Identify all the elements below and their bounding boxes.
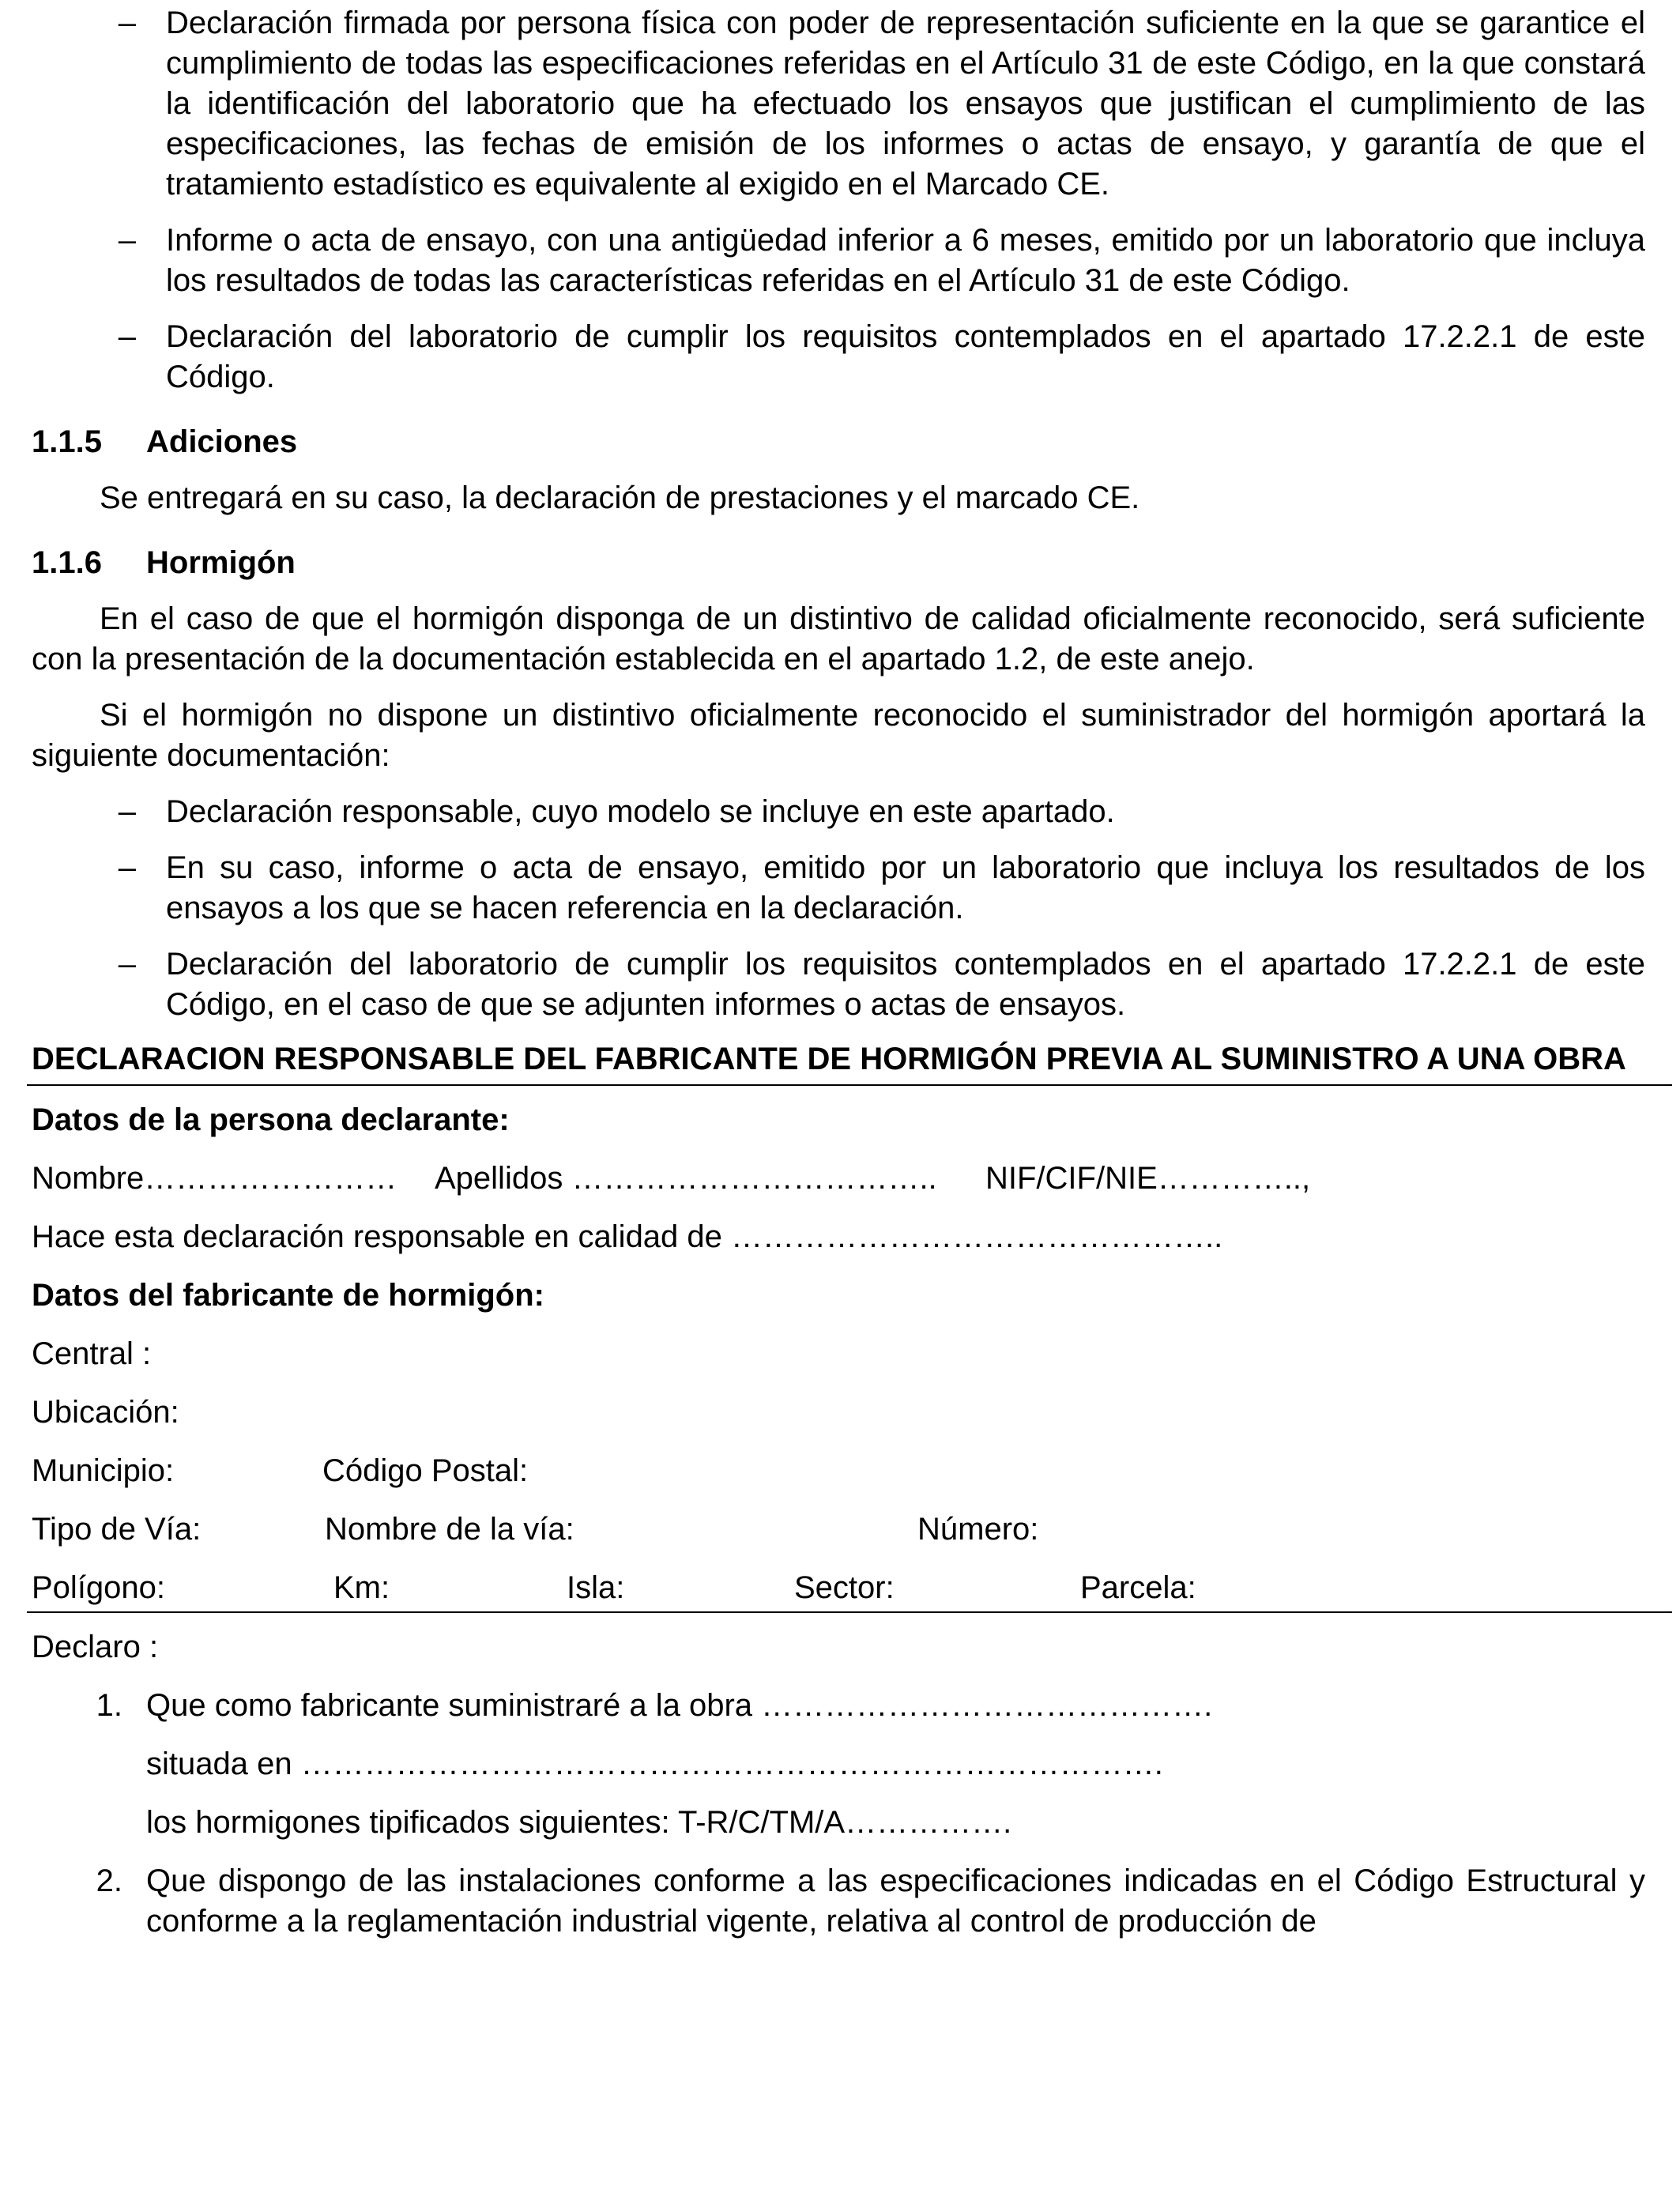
list-item-text: Informe o acta de ensayo, con una antigüedad inferior a 6 meses, emitido por un laboratorio que incluya los resultados de todas las características referidas en el Artículo 31 de este Código.	[166, 223, 1645, 298]
section-number: 1.1.5	[32, 424, 102, 459]
list-item-text: Declaración firmada por persona física con poder de representación suficiente en la que se garantice el cumplimiento de todas las especificaciones referidas en el Artículo 31 de este Código, en la que constará la identificación del laboratorio que ha efectuado los ensayos que justifican el cumplimiento de las especificaciones, las fechas de emisión de los informes o actas de ensayo, y garantía de que el tratamiento estadístico es equivalente al exigido en el Marcado CE.	[166, 6, 1645, 202]
tipo-via-field[interactable]: Tipo de Vía:	[32, 1512, 202, 1547]
list-item-text: Declaración del laboratorio de cumplir los requisitos contemplados en el apartado 17.2.2.1 de este Código.	[166, 319, 1645, 394]
paragraph: Si el hormigón no dispone un distintivo oficialmente reconocido el suministrador del hormigón aportará la siguiente documentación:	[32, 698, 1645, 773]
paragraph: Se entregará en su caso, la declaración de prestaciones y el marcado CE.	[100, 480, 1140, 515]
list-item-text: Declaración responsable, cuyo modelo se incluye en este apartado.	[166, 794, 1115, 829]
list-item	[32, 317, 1645, 398]
municipio-field[interactable]: Municipio:	[32, 1453, 175, 1488]
dash-bullet: –	[118, 319, 136, 354]
declaro-label: Declaro :	[32, 1630, 159, 1664]
list-item	[32, 220, 1645, 301]
list-item-text: Declaración del laboratorio de cumplir los requisitos contemplados en el apartado 17.2.2.1 de este Código, en el caso de que se adjunten informes o actas de ensayos.	[166, 947, 1645, 1022]
item-number: 2.	[96, 1863, 122, 1898]
section-title: Adiciones	[146, 424, 298, 459]
isla-field[interactable]: Isla:	[567, 1570, 625, 1605]
item-line[interactable]: Que como fabricante suministraré a la obra …………………………………….	[146, 1688, 1213, 1723]
nombre-field[interactable]: Nombre……………………	[32, 1161, 397, 1196]
documentation-list	[32, 792, 1645, 1025]
dash-bullet: –	[118, 223, 136, 258]
dash-bullet: –	[118, 794, 136, 829]
item-line[interactable]: los hormigones tipificados siguientes: T-R/C/TM/A…………….	[146, 1805, 1012, 1840]
list-item	[32, 3, 1645, 205]
via-row	[32, 1509, 1645, 1550]
dash-bullet: –	[118, 947, 136, 982]
declarant-heading: Datos de la persona declarante:	[32, 1102, 510, 1137]
numero-field[interactable]: Número:	[917, 1512, 1039, 1547]
sector-field[interactable]: Sector:	[794, 1570, 895, 1605]
list-item	[32, 944, 1645, 1025]
list-item-text: En su caso, informe o acta de ensayo, emitido por un laboratorio que incluya los resultados de los ensayos a los que se hacen referencia en la declaración.	[166, 850, 1645, 925]
poligono-row	[32, 1568, 1645, 1608]
paragraph: En el caso de que el hormigón disponga de un distintivo de calidad oficialmente reconocido, será suficiente con la presentación de la documentación establecida en el apartado 1.2, de este anejo.	[32, 601, 1645, 676]
requirements-list	[32, 3, 1645, 398]
codigo-postal-field[interactable]: Código Postal:	[322, 1453, 529, 1488]
list-item	[32, 792, 1645, 832]
list-item	[32, 848, 1645, 929]
nombre-via-field[interactable]: Nombre de la vía:	[325, 1512, 574, 1547]
item-line[interactable]: situada en ……………………………………………………………………….	[146, 1747, 1163, 1781]
name-line	[32, 1159, 1645, 1199]
poligono-field[interactable]: Polígono:	[32, 1570, 166, 1605]
nif-field[interactable]: NIF/CIF/NIE…………..,	[985, 1161, 1311, 1196]
section-number: 1.1.6	[32, 545, 102, 580]
dash-bullet: –	[118, 850, 136, 885]
declaration-item	[32, 1861, 1645, 1942]
divider	[27, 1084, 1672, 1086]
apellidos-field[interactable]: Apellidos ……………………………..	[435, 1161, 937, 1196]
document-page	[0, 3, 1680, 2197]
item-number: 1.	[96, 1688, 122, 1723]
ubicacion-field[interactable]: Ubicación:	[32, 1395, 179, 1430]
section-heading-hormigon	[32, 543, 1645, 583]
central-field[interactable]: Central :	[32, 1336, 152, 1371]
dash-bullet: –	[118, 6, 136, 40]
parcela-field[interactable]: Parcela:	[1080, 1570, 1196, 1605]
manufacturer-heading: Datos del fabricante de hormigón:	[32, 1278, 544, 1313]
section-title: Hormigón	[146, 545, 296, 580]
divider	[27, 1611, 1672, 1613]
declaration-item	[32, 1686, 1645, 1726]
capacity-line[interactable]: Hace esta declaración responsable en calidad de ………………………………………..	[32, 1219, 1223, 1254]
km-field[interactable]: Km:	[333, 1570, 390, 1605]
section-heading-adiciones	[32, 422, 1645, 462]
item-text: Que dispongo de las instalaciones conforme a las especificaciones indicadas en el Código Estructural y conforme a la reglamentación industrial vigente, relativa al control de producción de	[146, 1863, 1645, 1939]
form-title: DECLARACION RESPONSABLE DEL FABRICANTE DE HORMIGÓN PREVIA AL SUMINISTRO A UNA OBRA	[32, 1042, 1626, 1076]
municipio-row	[32, 1451, 1645, 1491]
